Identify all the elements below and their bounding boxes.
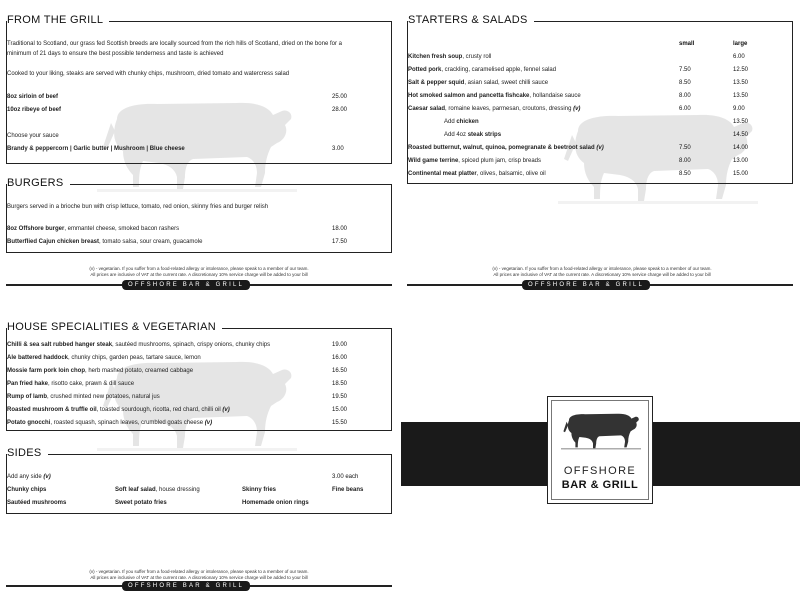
burger-name-offshore: 8oz Offshore burger xyxy=(7,226,65,232)
burgers-intro: Burgers served in a brioche bun with crisp lettuce, tomato, red onion, skinny fries and burger relish xyxy=(7,204,269,210)
house-desc: , sautéed mushrooms, spinach, crispy onions, chunky chips xyxy=(112,342,271,348)
cow-logo-icon xyxy=(561,407,641,451)
footer-note-right-top xyxy=(407,266,797,277)
burger-name-cajun: Butterflied Cajun chicken breast xyxy=(7,239,100,245)
house-desc: , herb mashed potato, creamed cabbage xyxy=(85,368,194,374)
starter-desc: , olives, balsamic, olive oil xyxy=(476,171,546,177)
logo-card xyxy=(547,396,653,504)
starter-large-add-steak: 14.50 xyxy=(733,132,749,138)
starter-desc: , crackling, caramelised apple, fennel salad xyxy=(441,67,557,73)
footer-note-line-1: (v) - vegetarian. If you suffer from a food-related allergy or intolerance, please speak to a member of our team. xyxy=(89,266,309,271)
house-row-hanger-steak xyxy=(7,341,270,349)
footer-note-line-2: All prices are inclusive of VAT at the current rate. A discretionary 10% service charge will be added to your bill xyxy=(90,271,308,277)
veg-marker: (v) xyxy=(596,145,604,151)
starter-name: Potted pork xyxy=(408,67,442,73)
footer-brand-pill: OFFSHORE BAR & GRILL xyxy=(122,581,250,591)
house-row-haddock xyxy=(7,354,201,362)
footer-brand-pill: OFFSHORE BAR & GRILL xyxy=(122,280,250,290)
burger-price-offshore: 18.00 xyxy=(332,226,348,232)
starter-name: steak strips xyxy=(467,132,502,138)
starter-name: chicken xyxy=(456,119,479,125)
veg-marker: (v) xyxy=(222,407,230,413)
sauce-label: Choose your sauce xyxy=(7,133,59,139)
starter-small-squid: 8.50 xyxy=(679,80,691,86)
veg-marker: (v) xyxy=(204,420,213,426)
house-price-pork-chop: 16.50 xyxy=(332,368,348,374)
house-name: Pan fried hake xyxy=(7,381,49,387)
side-chunky-chips: Chunky chips xyxy=(7,487,47,493)
house-name: Roasted mushroom & truffle oil xyxy=(7,407,97,413)
starter-large-platter: 15.00 xyxy=(733,171,749,177)
starters-title: STARTERS & SALADS xyxy=(408,14,534,26)
grill-intro-line-3: Cooked to your liking, steaks are served with chunky chips, mushroom, dried tomato and watercress salad xyxy=(7,71,290,77)
footer-band-right-top xyxy=(407,281,793,289)
sauce-options: Brandy & peppercorn | Garlic butter | Mushroom | Blue cheese xyxy=(7,146,185,152)
starter-row-add-chicken xyxy=(444,118,479,126)
house-price-hanger-steak: 19.00 xyxy=(332,342,348,348)
starter-name: Kitchen fresh soup xyxy=(408,54,463,60)
footer-note-left-top xyxy=(6,266,392,277)
sides-title: SIDES xyxy=(7,447,48,459)
starter-row-butternut xyxy=(408,144,604,152)
house-desc: , roasted squash, spinach leaves, crumbled goats cheese xyxy=(50,420,205,426)
starter-large-squid: 13.50 xyxy=(733,80,749,86)
starters-section xyxy=(407,14,793,184)
side-onion-rings: Homemade onion rings xyxy=(242,500,309,506)
starter-name: Continental meat platter xyxy=(408,171,477,177)
cow-watermark-icon xyxy=(558,101,758,205)
starter-prefix: Add 4oz xyxy=(444,132,468,138)
burger-desc-offshore: , emmantel cheese, smoked bacon rashers xyxy=(64,226,180,232)
house-row-mushroom xyxy=(7,406,230,414)
starter-row-platter xyxy=(408,170,546,178)
starter-large-caesar: 9.00 xyxy=(733,106,745,112)
col-large-header: large xyxy=(733,41,748,47)
grill-price-sirloin: 25.00 xyxy=(332,94,348,100)
starter-small-caesar: 6.00 xyxy=(679,106,691,112)
house-title: HOUSE SPECIALITIES & VEGETARIAN xyxy=(7,321,222,333)
starter-prefix: Add xyxy=(444,119,457,125)
side-fine-beans: Fine beans xyxy=(332,487,364,493)
starter-row-terrine xyxy=(408,157,541,165)
burger-row-cajun xyxy=(7,238,202,246)
starter-name: Salt & pepper squid xyxy=(408,80,465,86)
veg-marker: (v) xyxy=(573,106,581,112)
burgers-section xyxy=(6,177,392,253)
house-price-hake: 18.50 xyxy=(332,381,348,387)
starter-small-terrine: 8.00 xyxy=(679,158,691,164)
house-price-haddock: 16.00 xyxy=(332,355,348,361)
house-row-lamb xyxy=(7,393,160,401)
starter-large-add-chicken: 13.50 xyxy=(733,119,749,125)
house-price-lamb: 19.50 xyxy=(332,394,348,400)
footer-note-line-2: All prices are inclusive of VAT at the current rate. A discretionary 10% service charge will be added to your bill xyxy=(493,271,711,277)
sides-add-label: Add any side xyxy=(7,474,44,480)
logo-line-2: BAR & GRILL xyxy=(561,479,639,491)
starter-desc: , romaine leaves, parmesan, croutons, dressing xyxy=(445,106,574,112)
starter-desc: , spiced plum jam, crisp breads xyxy=(458,158,541,164)
starter-row-caesar xyxy=(408,105,580,113)
burger-desc-cajun: , tomato salsa, sour cream, guacamole xyxy=(99,239,203,245)
footer-note-line-1: (v) - vegetarian. If you suffer from a food-related allergy or intolerance, please speak to a member of our team. xyxy=(89,569,309,574)
house-desc: , risotto cake, prawn & dill sauce xyxy=(48,381,135,387)
house-name: Ale battered haddock xyxy=(7,355,69,361)
starter-row-fishcake xyxy=(408,92,581,100)
starter-name: Roasted butternut, walnut, quinoa, pomegranate & beetroot salad xyxy=(408,145,597,151)
grill-item-sirloin: 8oz sirloin of beef xyxy=(7,94,59,100)
house-name: Rump of lamb xyxy=(7,394,47,400)
house-desc: , chunky chips, garden peas, tartare sauce, lemon xyxy=(68,355,201,361)
col-small-header: small xyxy=(679,41,695,47)
starter-large-fishcake: 13.50 xyxy=(733,93,749,99)
footer-band-left-top xyxy=(6,281,392,289)
footer-note-line-2: All prices are inclusive of VAT at the current rate. A discretionary 10% service charge will be added to your bill xyxy=(90,574,308,580)
cow-watermark-icon xyxy=(97,89,297,193)
house-section xyxy=(6,321,392,431)
side-sauteed-mushrooms: Sautéed mushrooms xyxy=(7,500,67,506)
starter-row-soup xyxy=(408,53,491,61)
starter-small-fishcake: 8.00 xyxy=(679,93,691,99)
starter-row-squid xyxy=(408,79,548,87)
house-name: Chilli & sea salt rubbed hanger steak xyxy=(7,342,113,348)
logo-line-1: OFFSHORE xyxy=(563,465,637,477)
house-price-gnocchi: 15.50 xyxy=(332,420,348,426)
sides-add-row xyxy=(7,473,51,481)
grill-price-ribeye: 28.00 xyxy=(332,107,348,113)
side-soft-leaf-salad xyxy=(115,486,200,494)
burgers-title: BURGERS xyxy=(7,177,70,189)
house-name: Potato gnocchi xyxy=(7,420,51,426)
grill-section xyxy=(6,14,392,164)
burger-row-offshore xyxy=(7,225,179,233)
burger-price-cajun: 17.50 xyxy=(332,239,348,245)
footer-brand-pill: OFFSHORE BAR & GRILL xyxy=(522,280,650,290)
starter-large-pork: 12.50 xyxy=(733,67,749,73)
starter-name: Caesar salad xyxy=(408,106,446,112)
starter-small-butternut: 7.50 xyxy=(679,145,691,151)
sauce-price: 3.00 xyxy=(332,146,344,152)
sides-add-price: 3.00 each xyxy=(332,474,359,480)
house-row-pork-chop xyxy=(7,367,193,375)
side-desc: , house dressing xyxy=(155,487,200,493)
side-sweet-potato-fries: Sweet potato fries xyxy=(115,500,167,506)
starter-large-terrine: 13.00 xyxy=(733,158,749,164)
house-name: Mossie farm pork loin chop xyxy=(7,368,86,374)
veg-marker: (v) xyxy=(43,474,51,480)
grill-intro-line-2: minimum of 21 days to ensure the best possible tenderness and taste is achieved xyxy=(7,51,224,57)
starter-desc: , hollandaise sauce xyxy=(529,93,581,99)
grill-title: FROM THE GRILL xyxy=(7,14,109,26)
house-row-gnocchi xyxy=(7,419,212,427)
starter-small-platter: 8.50 xyxy=(679,171,691,177)
starter-small-pork: 7.50 xyxy=(679,67,691,73)
starter-desc: , crusty roll xyxy=(462,54,492,60)
house-desc: , toasted sourdough, ricotta, red chard, chilli oil xyxy=(96,407,223,413)
footer-note-line-1: (v) - vegetarian. If you suffer from a food-related allergy or intolerance, please speak to a member of our team. xyxy=(492,266,712,271)
starter-name: Wild game terrine xyxy=(408,158,459,164)
side-name: Soft leaf salad xyxy=(115,487,156,493)
house-price-mushroom: 15.00 xyxy=(332,407,348,413)
starter-desc: , asian salad, sweet chilli sauce xyxy=(464,80,549,86)
house-row-hake xyxy=(7,380,134,388)
side-skinny-fries: Skinny fries xyxy=(242,487,277,493)
sides-section xyxy=(6,447,392,514)
starter-name: Hot smoked salmon and pancetta fishcake xyxy=(408,93,530,99)
grill-item-ribeye: 10oz ribeye of beef xyxy=(7,107,62,113)
starter-row-add-steak xyxy=(444,131,501,139)
grill-intro-line-1: Traditional to Scotland, our grass fed Scottish breeds are locally sourced from the rich hills of Scotland, dried on the bone for a xyxy=(7,41,342,47)
sides-top-rule xyxy=(7,454,392,455)
starter-large-butternut: 14.00 xyxy=(733,145,749,151)
footer-band-left-bottom xyxy=(6,582,392,590)
house-desc: , crushed minted new potatoes, natural jus xyxy=(47,394,160,400)
starter-large-soup: 6.00 xyxy=(733,54,745,60)
starter-row-pork xyxy=(408,66,556,74)
footer-note-left-bottom xyxy=(6,569,392,580)
